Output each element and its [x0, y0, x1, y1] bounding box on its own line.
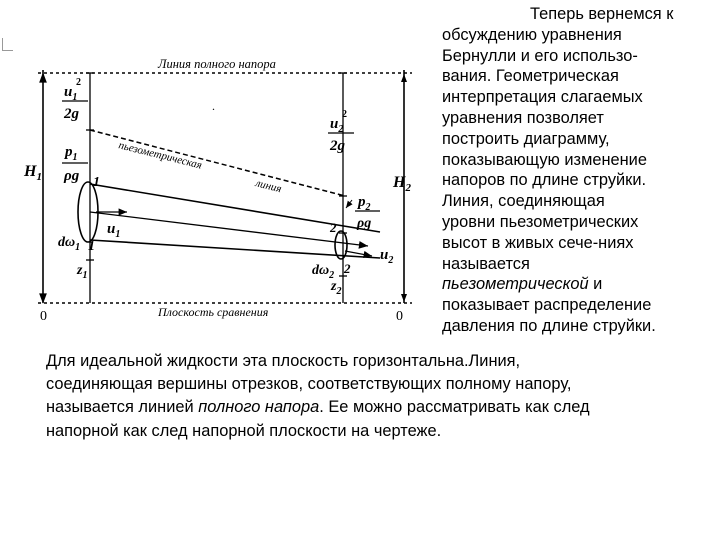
full-head-label: Линия полного напора [158, 57, 276, 71]
svg-text:2: 2 [342, 109, 347, 120]
right-line: напоров по длине струйки. [442, 171, 647, 190]
piezometric-label-1: пьезометрическая [117, 139, 204, 172]
right-line: давления по длине струйки. [442, 316, 656, 335]
streamline-center [90, 212, 368, 246]
bottom-line: Для идеальной жидкости эта плоскость горизонтальна.Линия, [46, 352, 521, 370]
svg-text:u2: $u_2$ [330, 116, 344, 135]
domega1-label: $d\omega_1$ [58, 235, 81, 253]
svg-text:p2: $p_2$ [358, 194, 371, 213]
domega2-label: $d\omega_2$ [312, 263, 335, 281]
right-line: обсуждению уравнения [442, 25, 622, 44]
measure-ticks [86, 73, 347, 276]
right-line: Бернулли и его использо- [442, 46, 638, 65]
piezometric-term: пьезометрической [442, 275, 589, 294]
right-line: построить диаграмму, [442, 129, 610, 148]
section-1-bottom: 1 [88, 239, 95, 254]
right-line: вания. Геометрическая [442, 67, 619, 86]
u2-label: $u_2$ [380, 247, 394, 266]
piezometric-line [90, 130, 345, 196]
u1-squared-over-2g [62, 77, 88, 122]
u1-label: $u_1$ [107, 221, 121, 240]
u2-arrow [345, 251, 372, 256]
z2-label: $z_2$ [331, 279, 342, 297]
right-line: показывающую изменение [442, 150, 647, 169]
stray-dot: . [212, 99, 215, 113]
right-line: Теперь вернемся к [530, 5, 674, 23]
right-line: показывает распределение [442, 296, 652, 315]
p2-over-rhog [355, 194, 380, 231]
svg-text:u1: $u_1$ [64, 84, 78, 103]
svg-text:2: 2 [76, 77, 81, 88]
right-line: высот в живых сече-ниях [442, 233, 634, 252]
section-1-top: 1 [93, 175, 100, 190]
zero-left-label: 0 [40, 309, 47, 324]
right-after-italic: и [588, 275, 603, 294]
H2-label: $H_2$ [393, 174, 411, 194]
bottom-paragraph [46, 350, 706, 443]
right-paragraph [442, 4, 714, 337]
section-2-top: 2 [330, 220, 337, 235]
svg-text:p1: $p_1$ [65, 144, 78, 163]
piezometric-label-2: линия [254, 177, 283, 196]
right-line-italic [442, 274, 714, 295]
p2-arrow [346, 200, 352, 208]
streamtube-upper [90, 184, 380, 232]
bottom-line3-before: называется линией [46, 398, 199, 417]
H1-label: $H_1$ [24, 163, 42, 183]
full-head-term: полного напора [198, 398, 320, 417]
section-2-bottom: 2 [344, 261, 351, 276]
svg-text:2g: 2g [330, 138, 345, 154]
right-line: интерпретация слагаемых [442, 88, 643, 107]
comparison-plane-label: Плоскость сравнения [158, 305, 269, 319]
right-line: называется [442, 254, 530, 273]
u2-squared-over-2g [328, 109, 354, 154]
bottom-line3-after: . Ее можно рассматривать как след [319, 398, 590, 417]
z1-label: $z_1$ [77, 263, 88, 281]
bottom-line: напорной как след напорной плоскости на чертеже. [46, 421, 442, 440]
zero-right-label: 0 [396, 309, 403, 324]
bottom-line [46, 396, 706, 419]
p1-over-rhog [62, 144, 88, 184]
right-line: уровни пьезометрических [442, 212, 639, 231]
svg-text:2g: 2g [64, 106, 79, 122]
bottom-line: соединяющая вершины отрезков, соответствующих полному напору, [46, 375, 572, 394]
right-line: уравнения позволяет [442, 108, 604, 127]
svg-text:ρg: ρg [357, 216, 372, 231]
right-line: Линия, соединяющая [442, 192, 605, 211]
svg-text:ρg: ρg [64, 168, 80, 184]
